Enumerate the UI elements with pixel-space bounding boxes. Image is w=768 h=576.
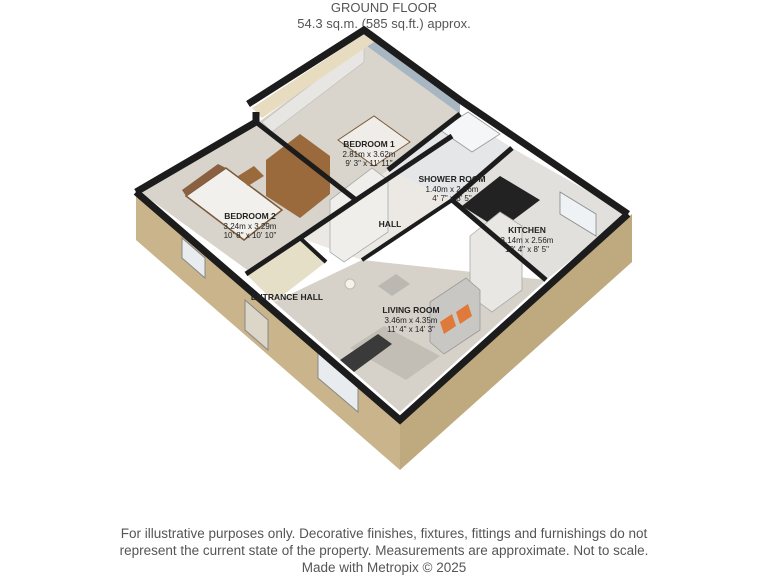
room-imperial: 11' 4" x 14' 3" bbox=[387, 325, 435, 334]
room-name: LIVING ROOM bbox=[382, 305, 440, 315]
room-imperial: 10' 4" x 8' 5" bbox=[505, 245, 549, 254]
room-imperial: 10' 8" x 10' 10" bbox=[223, 231, 277, 240]
room-label-kitchen bbox=[501, 226, 554, 255]
room-label-hall bbox=[379, 220, 402, 230]
room-name: BEDROOM 2 bbox=[224, 211, 276, 221]
room-metric: 3.46m x 4.35m bbox=[384, 315, 438, 325]
credit-line: Made with Metropix © 2025 bbox=[301, 560, 467, 575]
floor-lamp bbox=[345, 279, 355, 289]
disclaimer-line-1: For illustrative purposes only. Decorative finishes, fixtures, fittings and furnishings do not bbox=[120, 526, 648, 541]
room-name: HALL bbox=[378, 219, 402, 229]
room-name: BEDROOM 1 bbox=[343, 139, 395, 149]
floor-title: GROUND FLOOR bbox=[330, 0, 438, 15]
floor-area: 54.3 sq.m. (585 sq.ft.) approx. bbox=[297, 16, 471, 31]
room-metric: 2.81m x 3.62m bbox=[342, 149, 396, 159]
room-metric: 1.40m x 2.56m bbox=[425, 184, 479, 194]
room-label-shower-room bbox=[418, 175, 485, 204]
room-name: SHOWER ROOM bbox=[418, 174, 486, 184]
disclaimer-line-2: represent the current state of the property. Measurements are approximate. Not to scale. bbox=[119, 543, 649, 558]
room-label-bedroom-2 bbox=[224, 212, 277, 241]
room-label-bedroom-1 bbox=[343, 140, 396, 169]
room-metric: 3.14m x 2.56m bbox=[500, 235, 554, 245]
room-imperial: 4' 7" x 8' 5" bbox=[432, 194, 472, 203]
room-label-living-room bbox=[382, 306, 439, 335]
room-name: ENTRANCE HALL bbox=[250, 292, 324, 302]
room-label-entrance-hall bbox=[251, 293, 323, 303]
room-name: KITCHEN bbox=[508, 225, 546, 235]
room-imperial: 9' 3" x 11' 11" bbox=[345, 159, 393, 168]
room-metric: 3.24m x 3.29m bbox=[223, 221, 277, 231]
